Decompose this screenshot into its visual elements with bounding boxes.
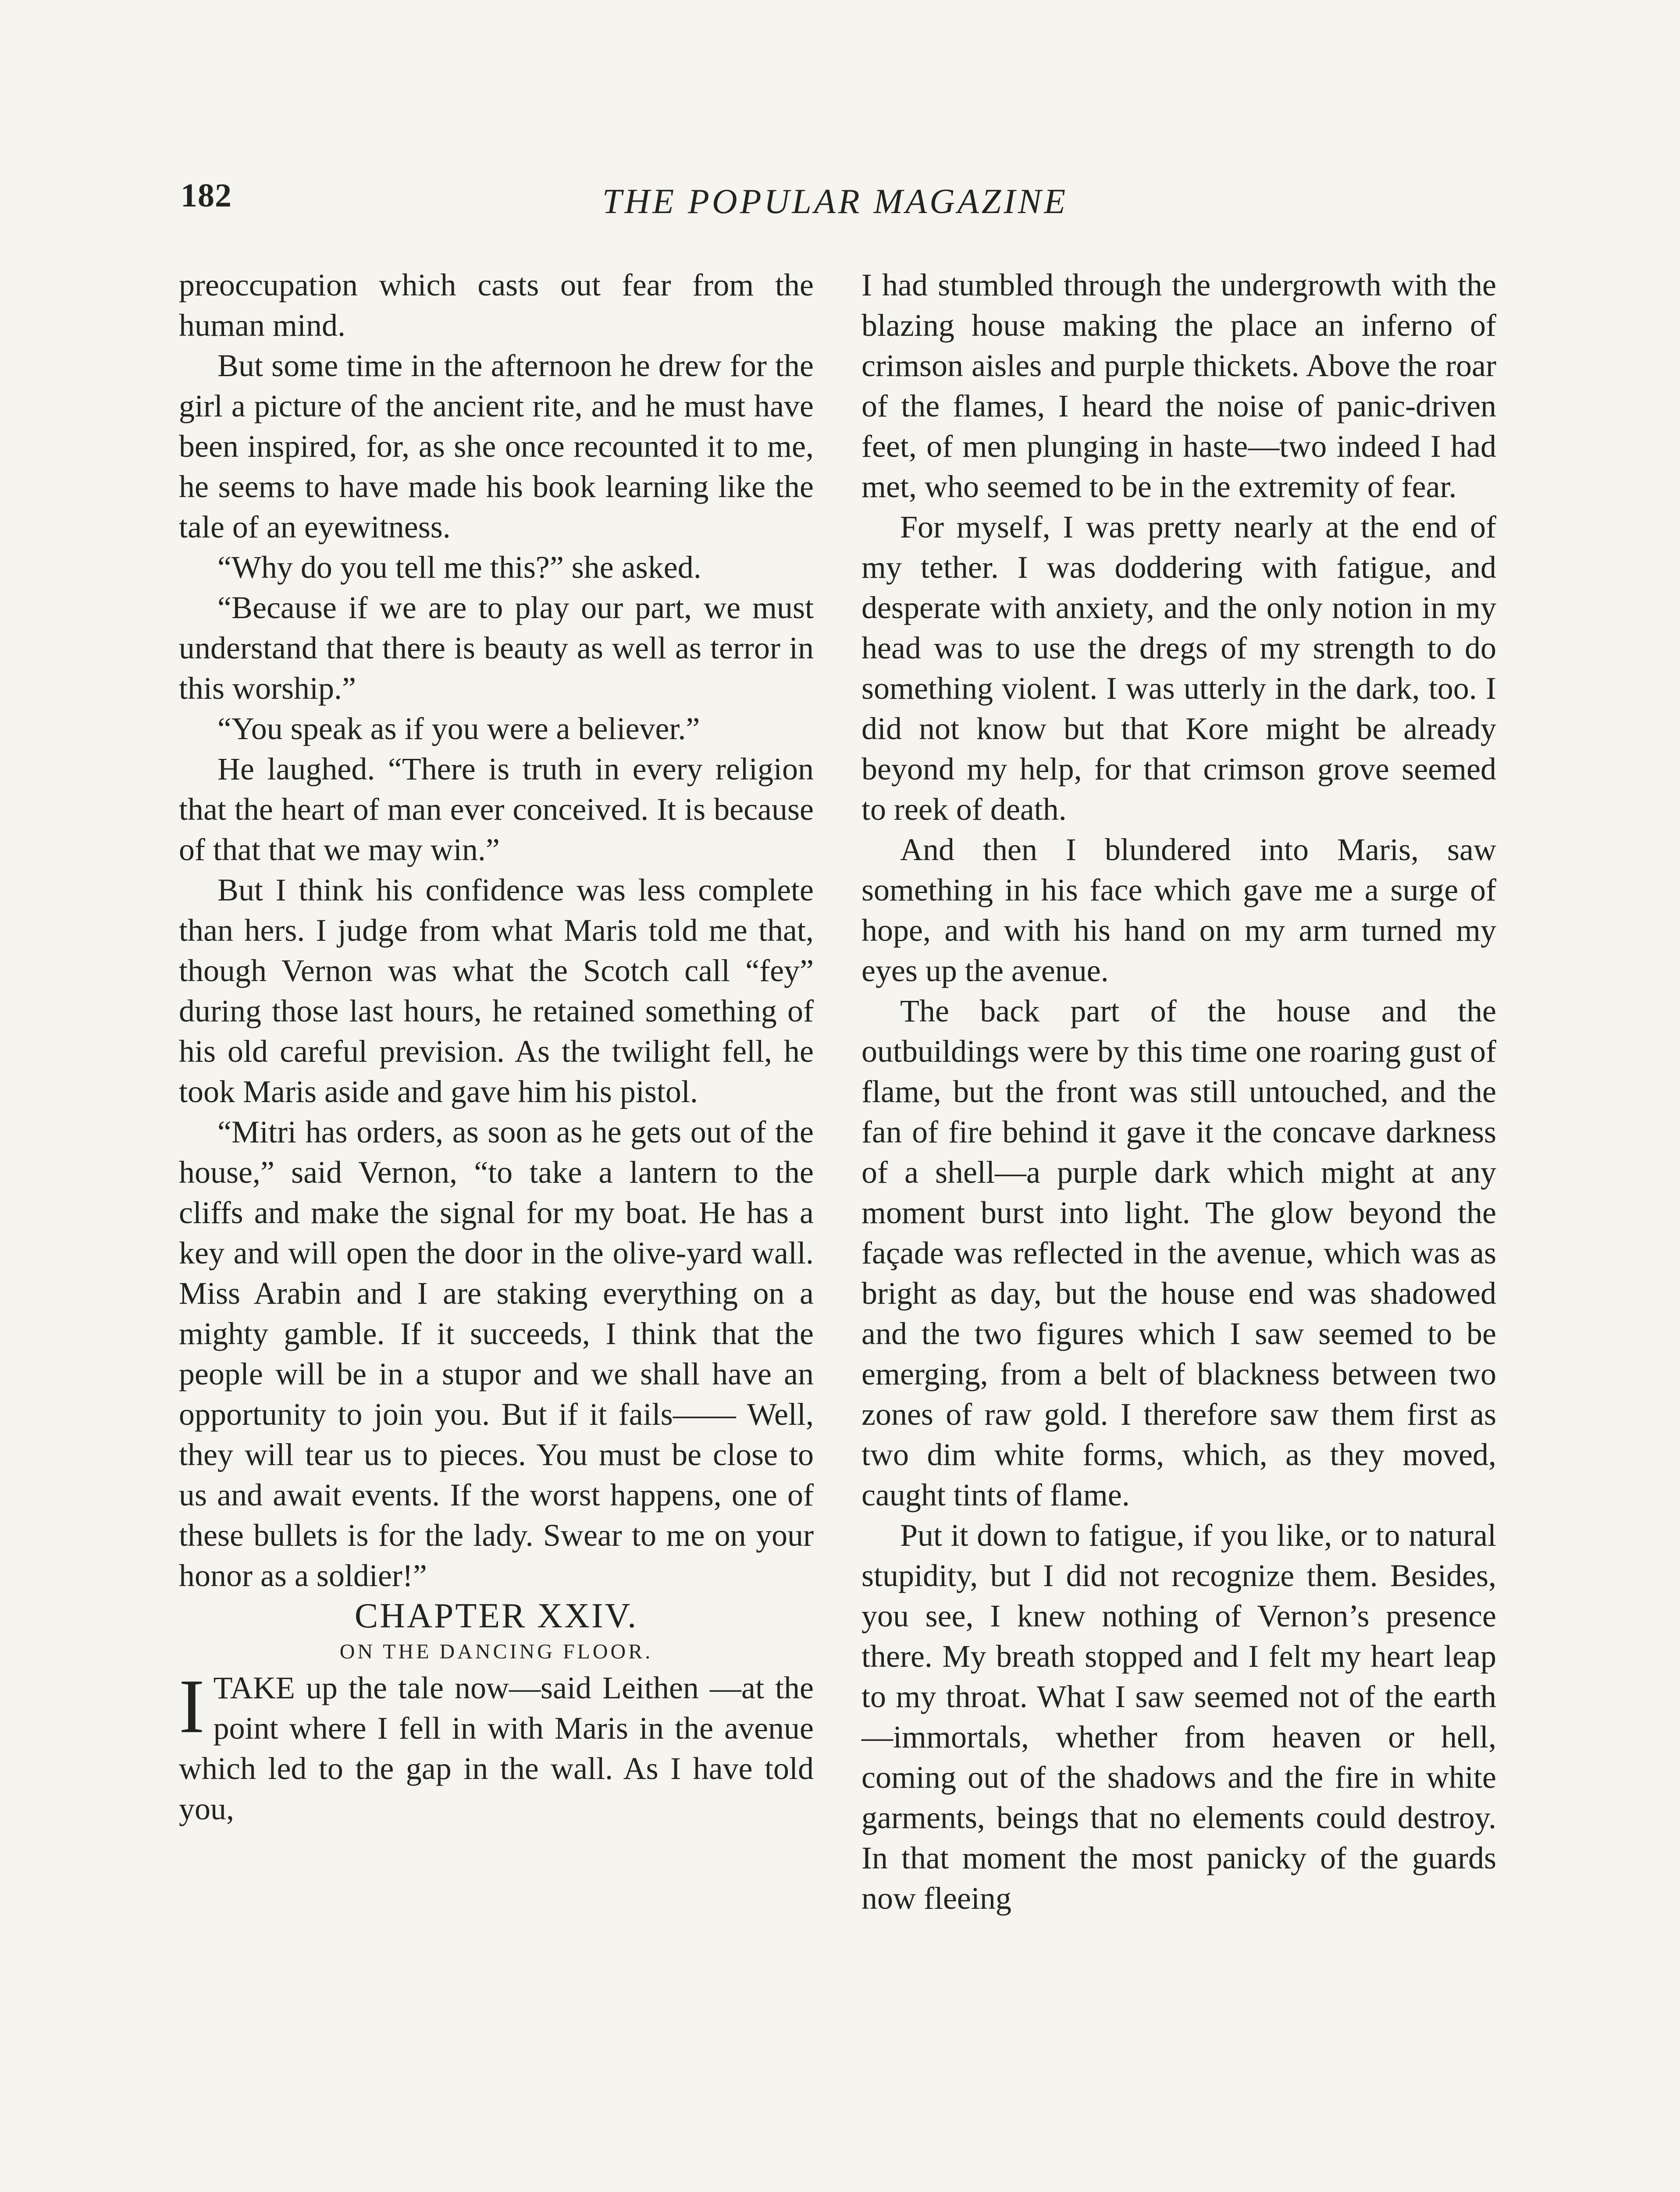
chapter-opening-paragraph	[179, 1664, 814, 1829]
drop-cap: I	[179, 1664, 205, 1749]
right-column	[861, 265, 1496, 1918]
paragraph: For myself, I was pretty nearly at the end of my tether. I was doddering with fatigue, and desperate with anxiety, and the only notion in my head was to use the dregs of my strength to do something violent. I was utterly in the dark, too. I did not know but that Kore might be already beyond my help, for that crimson grove seemed to reek of death.	[861, 509, 1496, 827]
paragraph: I had stumbled through the undergrowth with the blazing house making the place an inferno of crimson aisles and purple thickets. Above the roar of the flames, I heard the noise of panic-driven feet, of men plunging in haste—two indeed I had met, who seemed to be in the extremity of fear.	[861, 267, 1496, 504]
paragraph-text: TAKE up the tale now—said Leithen —at the point where I fell in with Maris in the avenue which led to the gap in the wall. As I have told you,	[179, 1670, 814, 1826]
page-number: 182	[181, 177, 232, 214]
chapter-subtitle: ON THE DANCING FLOOR.	[339, 1640, 653, 1663]
paragraph: “Why do you tell me this?” she asked.	[217, 550, 701, 585]
paragraph: But some time in the afternoon he drew for the girl a picture of the ancient rite, and he must have been inspired, for, as she once recounted it to me, he seems to have made his book learning like the tale of an eyewitness.	[179, 348, 814, 544]
paragraph: “You speak as if you were a believer.”	[217, 711, 700, 746]
chapter-heading	[179, 1596, 814, 1668]
left-column	[179, 265, 814, 1829]
paragraph: But I think his confidence was less complete than hers. I judge from what Maris told me that, though Vernon was what the Scotch call “fey” during those last hours, he retained something of his old careful prevision. As the twilight fell, he took Maris aside and gave him his pistol.	[179, 872, 814, 1109]
paragraph: Put it down to fatigue, if you like, or to natural stupidity, but I did not recognize them. Besides, you see, I knew nothing of Vernon’s presence there. My breath stopped and I felt my heart leap to my throat. What I saw seemed not of the earth—immortals, whether from heaven or hell, coming out of the shadows and the fire in white garments, beings that no elements could destroy. In that moment the most panicky of the guards now fleeing	[861, 1518, 1496, 1916]
paragraph: preoccupation which casts out fear from the human mind.	[179, 267, 814, 343]
paragraph: “Because if we are to play our part, we must understand that there is beauty as well as terror in this worship.”	[179, 590, 814, 706]
paragraph: “Mitri has orders, as soon as he gets out of the house,” said Vernon, “to take a lantern to the cliffs and make the signal for my boat. He has a key and will open the door in the olive-yard wall. Miss Arabin and I are staking everything on a mighty gamble. If it succeeds, I think that the people will be in a stupor and we shall have an opportunity to join you. But if it fails—— Well, they will tear us to pieces. You must be close to us and await events. If the worst happens, one of these bullets is for the lady. Swear to me on your honor as a soldier!”	[179, 1114, 814, 1593]
paragraph: And then I blundered into Maris, saw something in his face which gave me a surge of hope, and with his hand on my arm turned my eyes up the avenue.	[861, 832, 1496, 988]
paragraph: The back part of the house and the outbuildings were by this time one roaring gust of flame, but the front was still untouched, and the fan of fire behind it gave it the concave darkness of a shell—a purple dark which might at any moment burst into light. The glow beyond the façade was reflected in the avenue, which was as bright as day, but the house end was shadowed and the two figures which I saw seemed to be emerging, from a belt of blackness between two zones of raw gold. I therefore saw them first as two dim white forms, which, as they moved, caught tints of flame.	[861, 993, 1496, 1512]
paragraph: He laughed. “There is truth in every religion that the heart of man ever conceived. It is because of that that we may win.”	[179, 751, 814, 867]
running-head: THE POPULAR MAGAZINE	[602, 182, 1068, 221]
chapter-title: CHAPTER XXIV.	[354, 1597, 638, 1635]
